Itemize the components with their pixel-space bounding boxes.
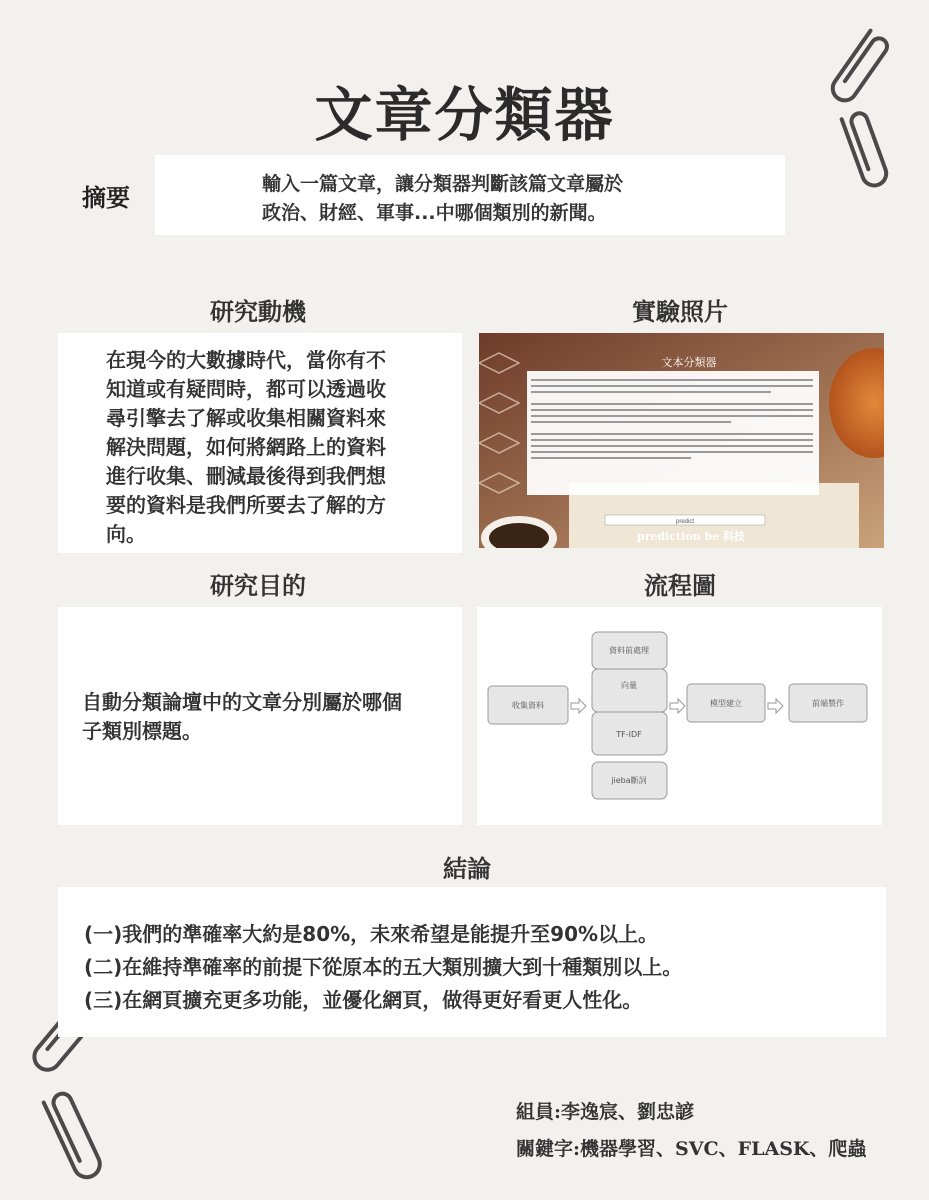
paperclip-icon xyxy=(820,18,890,113)
predict-button-label: predict xyxy=(675,519,695,525)
conclusion-item: (一)我們的準確率大約是80%，未來希望是能提升至90%以上。 xyxy=(84,922,659,946)
purpose-line: 子類別標題。 xyxy=(82,719,202,743)
page-title: 文章分類器 xyxy=(314,81,615,149)
paperclip-icon xyxy=(30,1085,110,1195)
keywords: 關鍵字:機器學習、SVC、FLASK、爬蟲 xyxy=(516,1138,867,1160)
flow-node-vector xyxy=(592,669,667,712)
motive-line: 向。 xyxy=(106,522,146,546)
team-members: 組員:李逸宸、劉忠諺 xyxy=(516,1101,695,1123)
abstract-line: 輸入一篇文章，讓分類器判斷該篇文章屬於 xyxy=(262,173,624,195)
flowchart-panel xyxy=(477,607,882,825)
flowchart-heading: 流程圖 xyxy=(644,571,716,600)
flow-label-collect: 收集資料 xyxy=(512,701,544,710)
motive-text xyxy=(106,346,426,549)
motive-line: 在現今的大數據時代，當你有不 xyxy=(106,348,386,372)
flow-label-jieba: jieba斷詞 xyxy=(611,776,647,785)
photo-heading: 實驗照片 xyxy=(632,297,728,326)
photo-caption: prediction be 科技 xyxy=(637,530,745,543)
flow-label-frontend: 前端製作 xyxy=(812,699,844,708)
arrow-icon xyxy=(768,699,783,713)
flow-label-vector: 向量 xyxy=(621,681,637,690)
motive-heading: 研究動機 xyxy=(210,297,306,326)
conclusion-item: (二)在維持準確率的前提下從原本的五大類別擴大到十種類別以上。 xyxy=(84,955,683,979)
screen-title: 文本分類器 xyxy=(661,356,717,369)
flowchart-diagram xyxy=(477,607,882,825)
motive-line: 解決問題，如何將網路上的資料 xyxy=(106,435,386,459)
abstract-text xyxy=(262,170,762,228)
experiment-photo xyxy=(479,333,884,548)
abstract-label: 摘要 xyxy=(82,183,130,212)
purpose-heading: 研究目的 xyxy=(210,571,306,600)
motive-line: 知道或有疑問時，都可以透過收 xyxy=(106,377,386,401)
arrow-icon xyxy=(670,699,685,713)
purpose-text xyxy=(82,688,452,746)
motive-line: 進行收集、刪減最後得到我們想 xyxy=(106,464,386,488)
flow-label-model: 模型建立 xyxy=(710,699,742,708)
motive-line: 尋引擎去了解或收集相關資料來 xyxy=(106,406,386,430)
experiment-photo-image xyxy=(479,333,884,548)
flow-label-tfidf: TF-IDF xyxy=(616,730,642,739)
paperclip-icon xyxy=(828,105,893,200)
conclusion-item: (三)在網頁擴充更多功能，並優化網頁，做得更好看更人性化。 xyxy=(84,988,643,1012)
purpose-line: 自動分類論壇中的文章分別屬於哪個 xyxy=(82,690,402,714)
motive-line: 要的資料是我們所要去了解的方 xyxy=(106,493,386,517)
arrow-icon xyxy=(571,699,586,713)
flow-label-preprocess: 資料前處理 xyxy=(609,646,649,655)
conclusion-heading: 結論 xyxy=(443,854,491,883)
abstract-line: 政治、財經、軍事...中哪個類別的新聞。 xyxy=(262,202,607,224)
